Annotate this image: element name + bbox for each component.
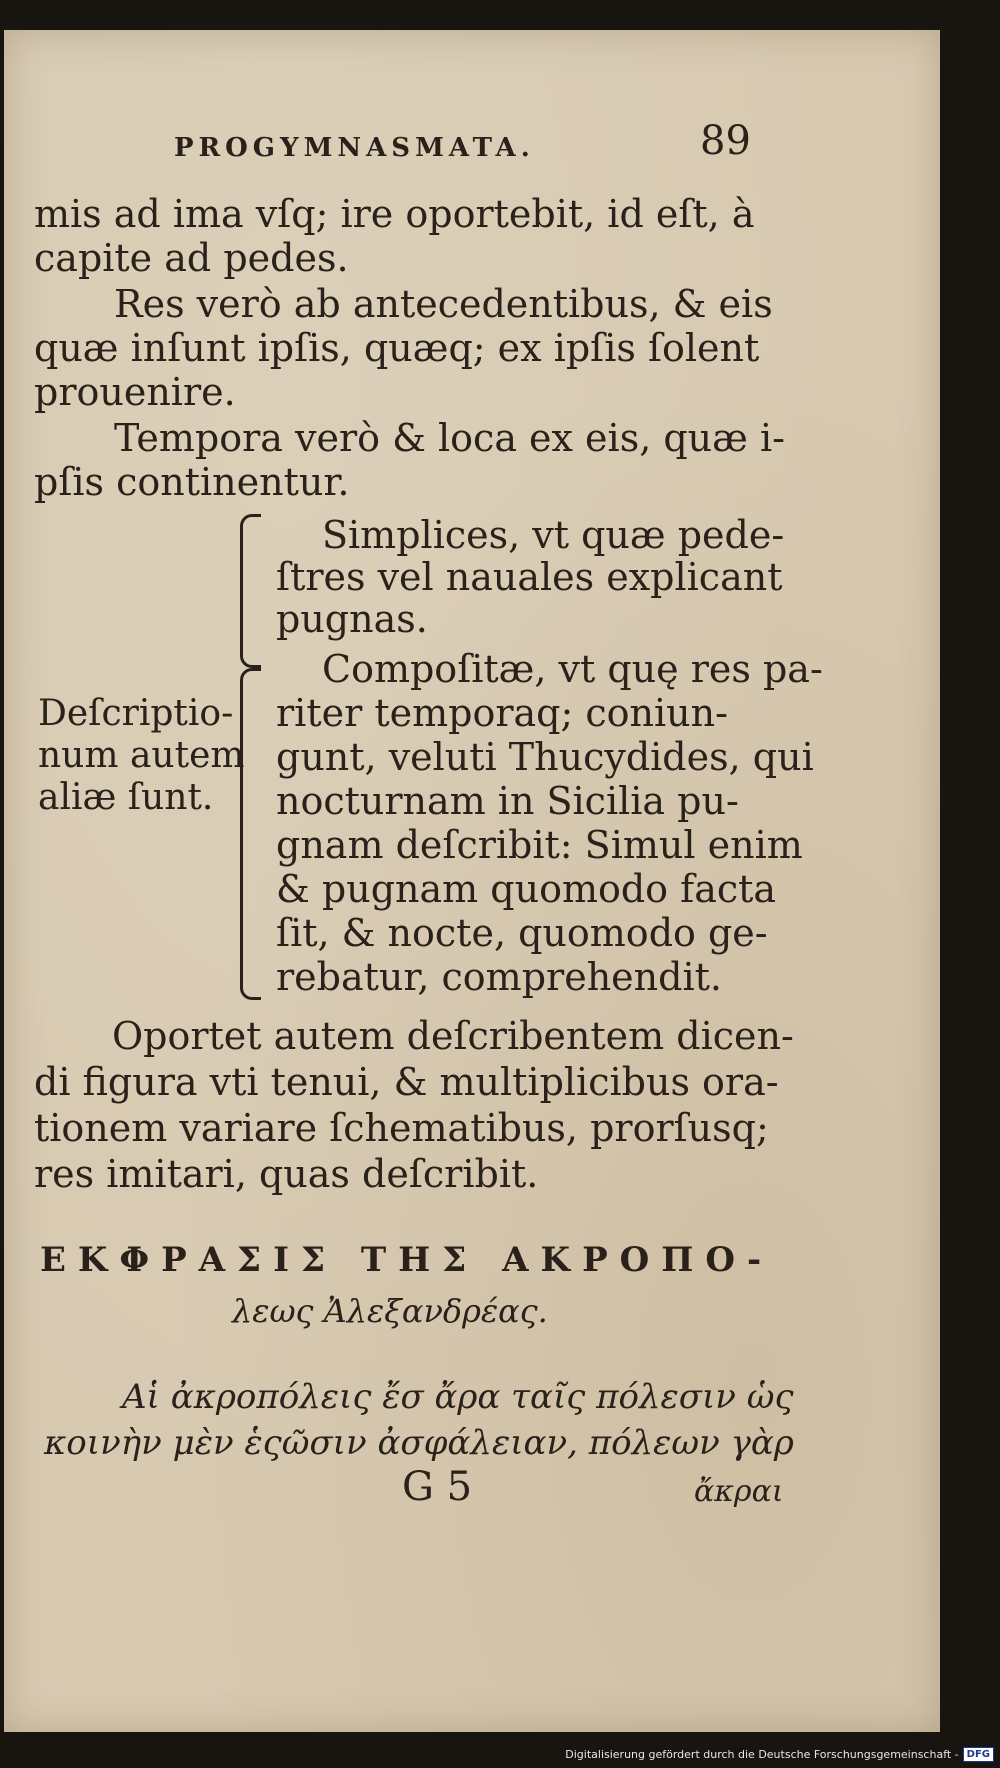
compositae-line-1: Compoſitæ, vt quę res pa- — [322, 647, 823, 691]
compositae-line-3: gunt, veluti Thucydides, qui — [276, 735, 814, 779]
closing-line-4: res imitari, quas deſcribit. — [34, 1152, 539, 1196]
compositae-line-8: rebatur, comprehendit. — [276, 955, 722, 999]
simplices-line-1: Simplices, vt quæ pede- — [322, 513, 785, 557]
book-page — [4, 30, 940, 1732]
page-number: 89 — [700, 118, 751, 164]
brace-label-line-1: Deſcriptio- — [38, 693, 234, 734]
greek-line-2: κοινὴν μὲν ἑςῶσιν ἀσφάλειαν, πόλεων γὰρ — [44, 1423, 794, 1463]
brace-label-line-3: aliæ ſunt. — [38, 777, 214, 818]
body-line-3: Res verò ab antecedentibus, & eis — [114, 282, 773, 326]
body-line-7: pſis continentur. — [34, 460, 350, 504]
compositae-line-2: riter temporaq; coniun- — [276, 691, 728, 735]
digitization-footer — [565, 1747, 994, 1762]
simplices-line-3: pugnas. — [276, 597, 428, 641]
dfg-logo: DFG — [963, 1747, 994, 1762]
signature-mark: G 5 — [402, 1464, 473, 1510]
compositae-line-6: & pugnam quomodo facta — [276, 867, 777, 911]
compositae-line-5: gnam deſcribit: Simul enim — [276, 823, 803, 867]
greek-subheading: λεως Ἀλεξανδρέας. — [232, 1292, 548, 1330]
greek-line-1: Αἱ ἀκροπόλεις ἔσ ἄρα ταῖς πόλεσιν ὡς — [122, 1377, 794, 1417]
closing-line-1: Oportet autem deſcribentem dicen- — [112, 1014, 794, 1058]
body-line-5: prouenire. — [34, 370, 236, 414]
closing-line-3: tionem variare ſchematibus, prorſusq; — [34, 1106, 769, 1150]
simplices-line-2: ſtres vel nauales explicant — [276, 555, 783, 599]
body-line-2: capite ad pedes. — [34, 236, 349, 280]
brace-label-line-2: num autem — [38, 735, 245, 776]
catchword: ἄκραι — [694, 1474, 784, 1509]
body-line-1: mis ad ima vſq; ire oportebit, id eſt, à — [34, 192, 755, 236]
body-line-6: Tempora verò & loca ex eis, quæ i- — [114, 416, 785, 460]
body-line-4: quæ inſunt ipſis, quæq; ex ipſis ſolent — [34, 326, 760, 370]
closing-line-2: di figura vti tenui, & multiplicibus ora- — [34, 1060, 779, 1104]
greek-heading: ΕΚΦΡΑΣΙΣ ΤΗΣ ΑΚΡΟΠΟ- — [40, 1240, 774, 1280]
brace-compositae — [240, 668, 261, 1000]
compositae-line-7: ſit, & nocte, quomodo ge- — [276, 911, 768, 955]
brace-simplices — [240, 514, 261, 668]
compositae-line-4: nocturnam in Sicilia pu- — [276, 779, 739, 823]
running-head: PROGYMNASMATA. — [174, 133, 535, 163]
footer-text: Digitalisierung gefördert durch die Deutsche Forschungsgemeinschaft - — [565, 1748, 959, 1761]
